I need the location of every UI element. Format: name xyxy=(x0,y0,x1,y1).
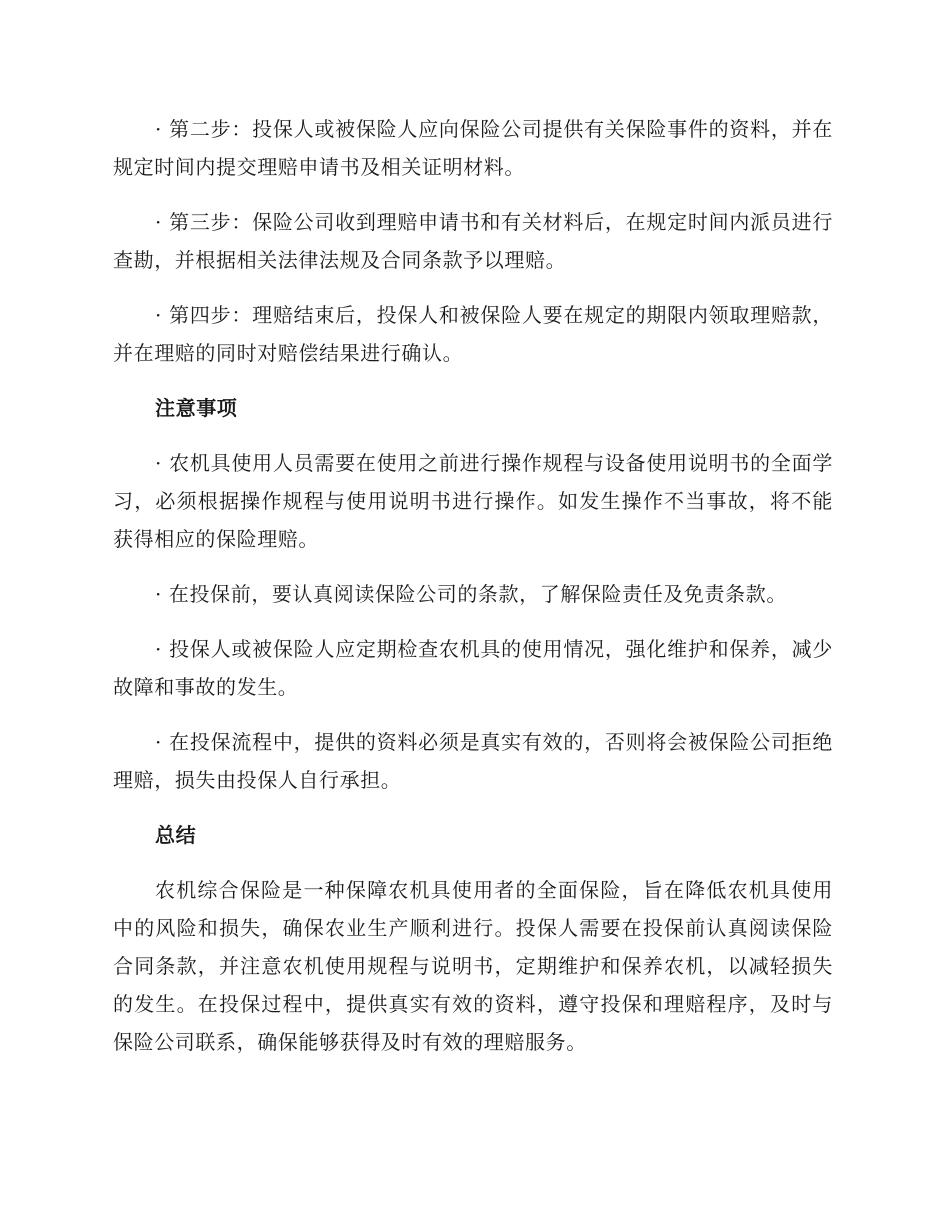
note-item: · 在投保前，要认真阅读保险公司的条款，了解保险责任及免责条款。 xyxy=(155,582,787,606)
note-item: · 在投保流程中，提供的资料必须是真实有效的，否则将会被保险公司拒绝理赔，损失由投保人自行承担。 xyxy=(113,730,833,792)
summary-paragraph: 农机综合保险是一种保障农机具使用者的全面保险，旨在降低农机具使用中的风险和损失，确保农业生产顺利进行。投保人需要在投保前认真阅读保险合同条款，并注意农机使用规程与说明书，定期维护和保养农机，以减轻损失的发生。在投保过程中，提供真实有效的资料，遵守投保和理赔程序，及时与保险公司联系，确保能够获得及时有效的理赔服务。 xyxy=(113,878,833,1054)
summary-heading: 总结 xyxy=(155,823,197,847)
step-4-paragraph: · 第四步：理赔结束后，投保人和被保险人要在规定的期限内领取理赔款，并在理赔的同时对赔偿结果进行确认。 xyxy=(113,303,833,365)
step-2-paragraph: · 第二步：投保人或被保险人应向保险公司提供有关保险事件的资料，并在规定时间内提交理赔申请书及相关证明材料。 xyxy=(113,117,833,179)
note-item: · 农机具使用人员需要在使用之前进行操作规程与设备使用说明书的全面学习，必须根据操作规程与使用说明书进行操作。如发生操作不当事故，将不能获得相应的保险理赔。 xyxy=(113,451,833,551)
notes-heading: 注意事项 xyxy=(155,396,238,420)
note-item: · 投保人或被保险人应定期检查农机具的使用情况，强化维护和保养，减少故障和事故的发生。 xyxy=(113,637,833,699)
step-3-paragraph: · 第三步：保险公司收到理赔申请书和有关材料后，在规定时间内派员进行查勘，并根据相关法律法规及合同条款予以理赔。 xyxy=(113,210,833,272)
document-page xyxy=(113,110,833,1061)
